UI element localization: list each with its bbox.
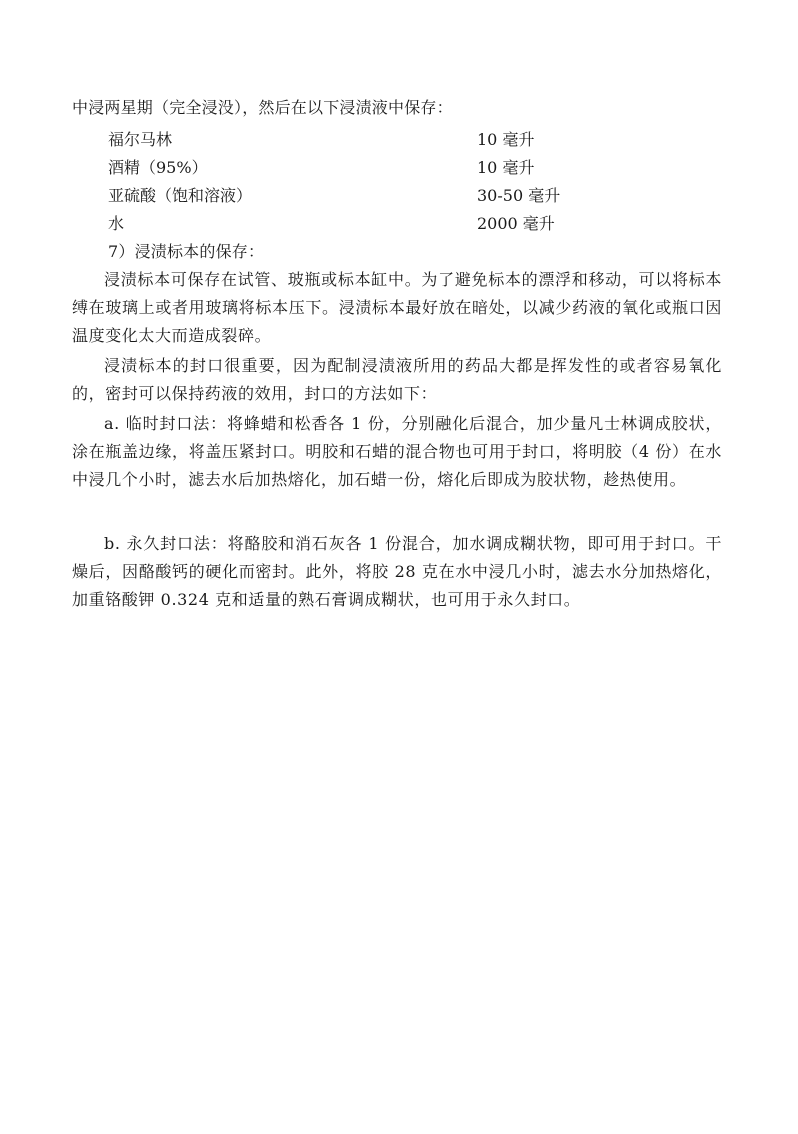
recipe-ingredient: 水 xyxy=(108,214,125,233)
paragraph-temporary-seal: a. 临时封口法：将蜂蜡和松香各 1 份，分别融化后混合，加少量凡士林调成胶状，涂在瓶盖边缘，将盖压紧封口。明胶和石蜡的混合物也可用于封口，将明胶（4 份）在水中浸几个小时，滤去水后加热熔化，加石蜡一份，熔化后即成为胶状物，趁热使用。 xyxy=(72,414,722,489)
recipe-ingredient: 福尔马林 xyxy=(108,130,173,149)
section-heading: 7）浸渍标本的保存： xyxy=(108,242,265,261)
recipe-amount: 10 毫升 xyxy=(477,158,535,177)
recipe-amount: 10 毫升 xyxy=(477,130,535,149)
paragraph-storage: 浸渍标本可保存在试管、玻瓶或标本缸中。为了避免标本的漂浮和移动，可以将标本缚在玻璃上或者用玻璃将标本压下。浸渍标本最好放在暗处，以减少药液的氧化或瓶口因温度变化太大而造成裂碎。 xyxy=(72,270,722,345)
paragraph-permanent-seal: b. 永久封口法：将酪胶和消石灰各 1 份混合，加水调成糊状物，即可用于封口。干燥后，因酪酸钙的硬化而密封。此外，将胶 28 克在水中浸几小时，滤去水分加热熔化，加重铬酸钾 0.324 克和适量的熟石膏调成糊状，也可用于永久封口。 xyxy=(72,534,722,609)
intro-line: 中浸两星期（完全浸没），然后在以下浸渍液中保存： xyxy=(72,98,453,117)
recipe-ingredient: 亚硫酸（饱和溶液） xyxy=(108,186,253,205)
recipe-ingredient: 酒精（95%） xyxy=(108,158,208,177)
recipe-amount: 2000 毫升 xyxy=(477,214,555,233)
recipe-amount: 30-50 毫升 xyxy=(477,186,561,205)
paragraph-sealing: 浸渍标本的封口很重要，因为配制浸渍液所用的药品大都是挥发性的或者容易氧化的，密封可以保持药液的效用，封口的方法如下： xyxy=(72,356,722,403)
